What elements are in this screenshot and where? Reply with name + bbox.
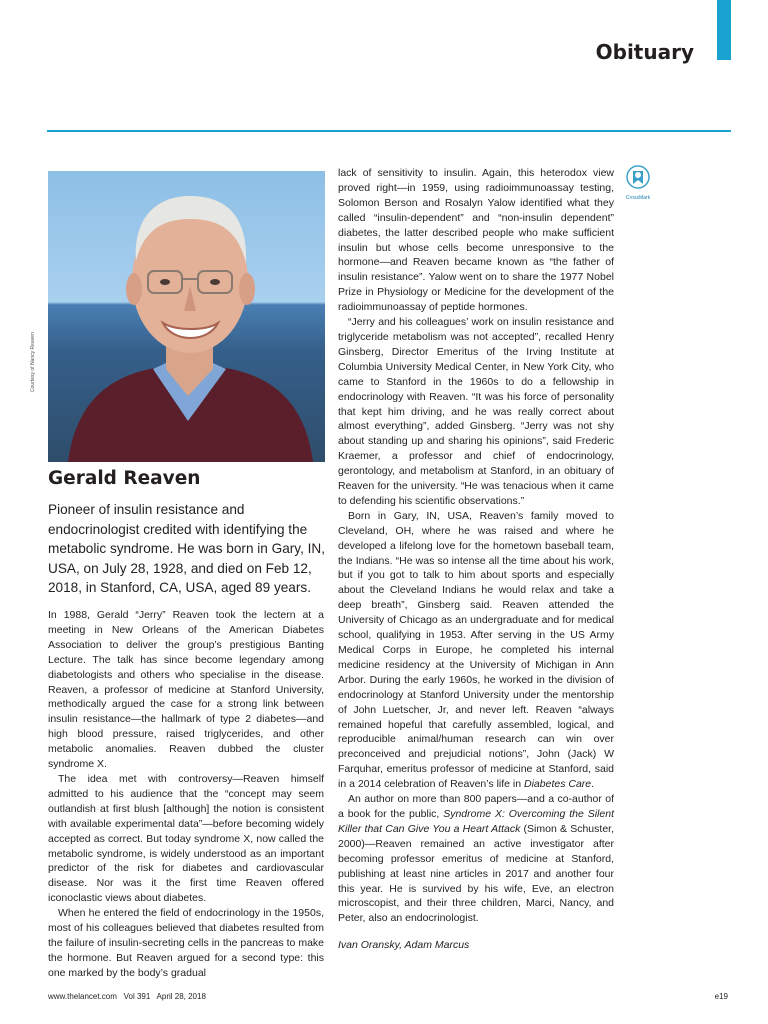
- photo-credit: Courtesy of Nancy Reaven: [30, 332, 36, 392]
- crossmark-label: CrossMark: [625, 195, 651, 201]
- accent-bar: [717, 0, 731, 60]
- paragraph: The idea met with controversy—Reaven himself admitted to his audience that the “concept may seem outlandish at first blush [although] the notion is consistent with available experimental data”—before becoming widely accepted as correct. But today syndrome X, now called the metabolic syndrome, is widely understood as an important predictor of the risk for diabetes and cardiovascular disease. Nor was it the first time Reaven offered iconoclastic views about diabetes.: [48, 772, 324, 905]
- crossmark-icon: [626, 165, 650, 189]
- footer-volume: Vol 391: [123, 992, 151, 1001]
- article-column-right: [338, 166, 614, 953]
- paragraph: lack of sensitivity to insulin. Again, this heterodox view proved right—in 1959, using radioimmunoassay testing, Solomon Berson and Rosalyn Yalow identified what they called “insulin-dependent” and “non-insulin dependent” diabetes, the latter described people who make sufficient insulin but whose cells become unresponsive to the hormone—and Reaven became known as “the father of insulin resistance”. Yalow went on to share the 1977 Nobel Prize in Physiology or Medicine for the development of the radioimmunoassay of peptide hormones.: [338, 167, 614, 314]
- portrait-photo: [48, 171, 325, 462]
- paragraph: [338, 792, 614, 926]
- paragraph: “Jerry and his colleagues’ work on insulin resistance and triglyceride metabolism was not accepted”, recalled Henry Ginsberg, Director Emeritus of the Irving Institute at Columbia University Medical Center, in New York City, who came to Stanford in the 1960s to do a fellowship in endocrinology with Reaven. “It was his force of personality that kept him driving, and he was really correct about almost everything”, added Ginsberg. “Jerry was not shy about standing up and sharing his opinions”, said Frederic Kraemer, a professor and chief of endocrinology, gerontology, and metabolism at Stanford, in an obituary of Reaven for the university. “He was tenacious when it came to defending his scientific observations.”: [338, 316, 614, 507]
- paragraph: When he entered the field of endocrinology in the 1950s, most of his colleagues believed that diabetes resulted from the failure of insulin-secreting cells in the pancreas to make the hormone. But Reaven argued for a second type: this one marked by the body’s gradual: [48, 907, 324, 979]
- footer-site[interactable]: www.thelancet.com: [48, 992, 117, 1001]
- header-rule: [47, 130, 731, 132]
- paragraph-text: .: [591, 778, 595, 791]
- article-column-left: [48, 608, 324, 981]
- paragraph-text: (Simon & Schuster, 2000)—Reaven remained an active investigator after becoming professor emeritus of medicine at Stanford, publishing at least nine articles in 2017 and another four this year. He is survived by his wife, Eve, an electron microscopist, and their three children, Marci, Nancy, and Peter, also an endocrinologist.: [338, 822, 614, 925]
- paragraph: [338, 509, 614, 792]
- footer-citation: [48, 992, 206, 1001]
- obituary-subtitle: Pioneer of insulin resistance and endocrinologist credited with identifying the metabolic syndrome. He was born in Gary, IN, USA, on July 28, 1928, and died on Feb 12, 2018, in Stanford, CA, USA, aged 89 years.: [48, 502, 326, 596]
- crossmark-badge[interactable]: [625, 165, 651, 201]
- paragraph-text: An author on more than 800 papers—and a co-author of a book for the public,: [338, 793, 614, 820]
- paragraph-text: Born in Gary, IN, USA, Reaven’s family moved to Cleveland, OH, where he was raised and where he developed a lifelong love for the hometown baseball team, the Indians. “He was so intense all the time about his work, but if you got to talk to him about sports and especially about the Cleveland Indians he would relax and take a deep breath”, Ginsberg said. Reaven attended the University of Chicago as an undergraduate and for medical school, qualifying in 1953. After serving in the US Army Medical Corps in Europe, he completed his internal medicine residency at the University of Michigan in Ann Arbor. During the early 1960s, he worked in the division of endocrinology at Stanford University under the mentorship of John Luetscher, Jr, and never left. Reaven “always remained hopeful that carefully assembled, logical, and reproducible animal/human research can win over preconceived and prejudicial notions”, John (Jack) W Farquhar, emeritus professor of medicine at Stanford, said in a 2014 celebration of Reaven’s life in: [338, 509, 614, 791]
- section-label: Obituary: [595, 40, 694, 64]
- book-title: Syndrome X: Overcoming the Silent Killer that Can Give You a Heart Attack: [338, 807, 614, 835]
- byline: Ivan Oransky, Adam Marcus: [338, 939, 470, 952]
- portrait-illustration: [48, 171, 325, 462]
- page-number: e19: [714, 992, 728, 1001]
- obituary-name: Gerald Reaven: [48, 468, 201, 489]
- paragraph: In 1988, Gerald “Jerry” Reaven took the lectern at a meeting in New Orleans of the American Diabetes Association to deliver the group’s prestigious Banting Lecture. The talk has since become legendary among diabetologists and others who specialise in the disease. Reaven, a professor of medicine at Stanford University, methodically argued the case for a strong link between insulin resistance—the hallmark of type 2 diabetes—and high blood pressure, raised triglycerides, and other metabolic anomalies. Reaven dubbed the cluster syndrome X.: [48, 609, 324, 771]
- footer-date: April 28, 2018: [156, 992, 206, 1001]
- journal-title: Diabetes Care: [524, 778, 592, 791]
